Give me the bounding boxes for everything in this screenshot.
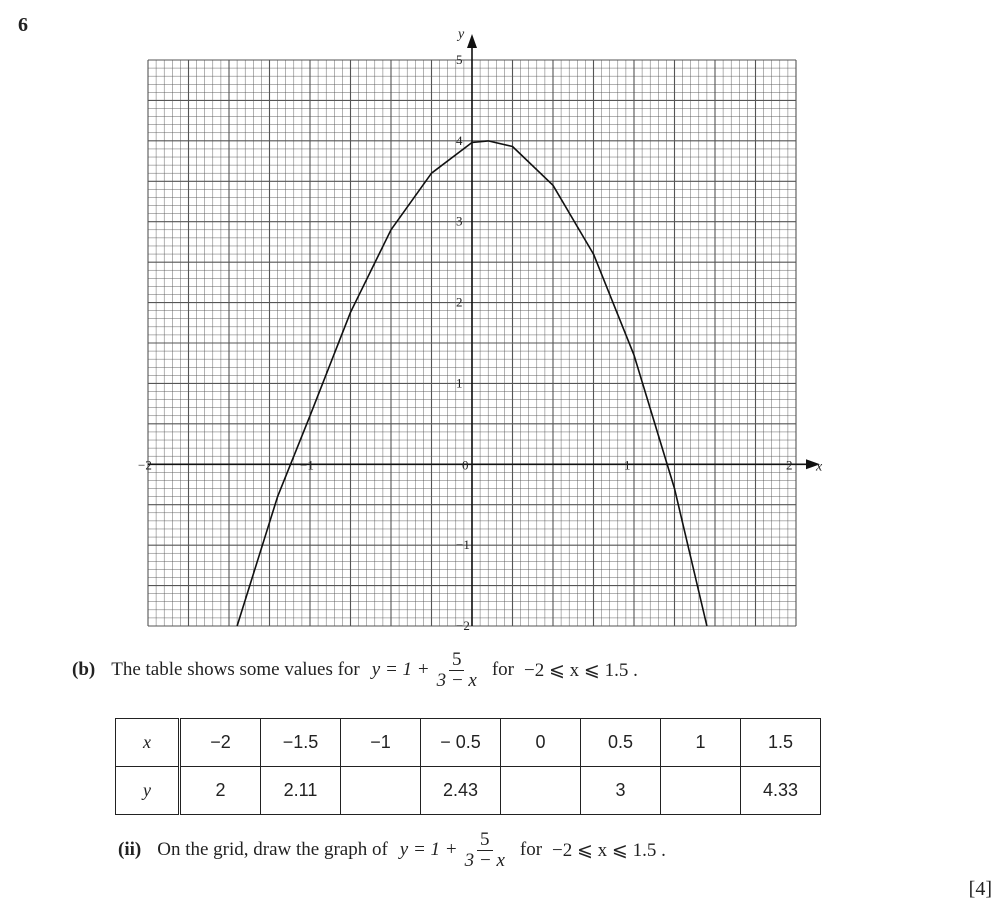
part-ii-for: for — [519, 839, 543, 861]
table-cell-y: 2.43 — [421, 767, 501, 815]
y-axis-arrow — [467, 34, 477, 48]
part-b-formula — [372, 650, 480, 691]
table-cell-y-blank[interactable] — [661, 767, 741, 815]
x-axis-label: x — [816, 459, 823, 475]
table-header-x: x — [116, 719, 180, 767]
y-tick-label: 5 — [456, 52, 463, 67]
y-tick-label: −1 — [456, 537, 470, 553]
table-cell-x: −2 — [180, 719, 261, 767]
x-tick-label: 1 — [624, 457, 631, 473]
table-cell-x: 1.5 — [741, 719, 821, 767]
part-b-for: for — [491, 659, 515, 681]
part-ii-label: (ii) — [118, 839, 142, 861]
formula-denominator: 3 − x — [436, 669, 477, 691]
y-tick-label: 4 — [456, 132, 463, 148]
table-cell-x: 0.5 — [581, 719, 661, 767]
formula-lhs: y = 1 + — [399, 839, 458, 861]
y-tick-label: 2 — [456, 294, 463, 310]
formula-numerator: 5 — [477, 830, 493, 851]
table-cell-x: 1 — [661, 719, 741, 767]
part-ii-formula — [400, 830, 508, 871]
part-b-range: −2 ⩽ x ⩽ 1.5 . — [524, 659, 638, 681]
table-row-x — [116, 719, 821, 767]
x-tick-label: −2 — [138, 457, 152, 473]
values-table — [115, 718, 821, 815]
x-tick-label: 0 — [462, 457, 469, 473]
part-b-text: The table shows some values for — [111, 659, 360, 681]
question-number: 6 — [18, 14, 28, 36]
table-cell-y: 2.11 — [261, 767, 341, 815]
part-ii — [118, 830, 666, 871]
y-axis-label: y — [458, 27, 465, 42]
part-ii-text: On the grid, draw the graph of — [157, 839, 388, 861]
formula-fraction — [434, 650, 480, 691]
y-tick-label: 3 — [456, 213, 463, 229]
x-tick-label: −1 — [300, 457, 314, 473]
table-row-y — [116, 767, 821, 815]
table-cell-y-blank[interactable] — [501, 767, 581, 815]
table-header-y: y — [116, 767, 180, 815]
y-tick-label: 1 — [456, 375, 463, 391]
table-cell-y: 2 — [180, 767, 261, 815]
formula-fraction — [462, 830, 508, 871]
table-cell-x: 0 — [501, 719, 581, 767]
marks-label: [4] — [968, 878, 992, 900]
formula-denominator: 3 − x — [464, 849, 505, 871]
formula-numerator: 5 — [449, 650, 465, 671]
table-cell-x: −1.5 — [261, 719, 341, 767]
y-tick-label: −2 — [456, 618, 470, 633]
formula-lhs: y = 1 + — [371, 659, 430, 681]
x-tick-label: 2 — [786, 457, 793, 473]
part-b-label: (b) — [72, 659, 96, 681]
part-b — [72, 650, 638, 691]
table-cell-y-blank[interactable] — [341, 767, 421, 815]
table-cell-x: − 0.5 — [421, 719, 501, 767]
table-cell-y: 4.33 — [741, 767, 821, 815]
table-cell-y: 3 — [581, 767, 661, 815]
table-cell-x: −1 — [341, 719, 421, 767]
part-ii-range: −2 ⩽ x ⩽ 1.5 . — [552, 839, 666, 861]
